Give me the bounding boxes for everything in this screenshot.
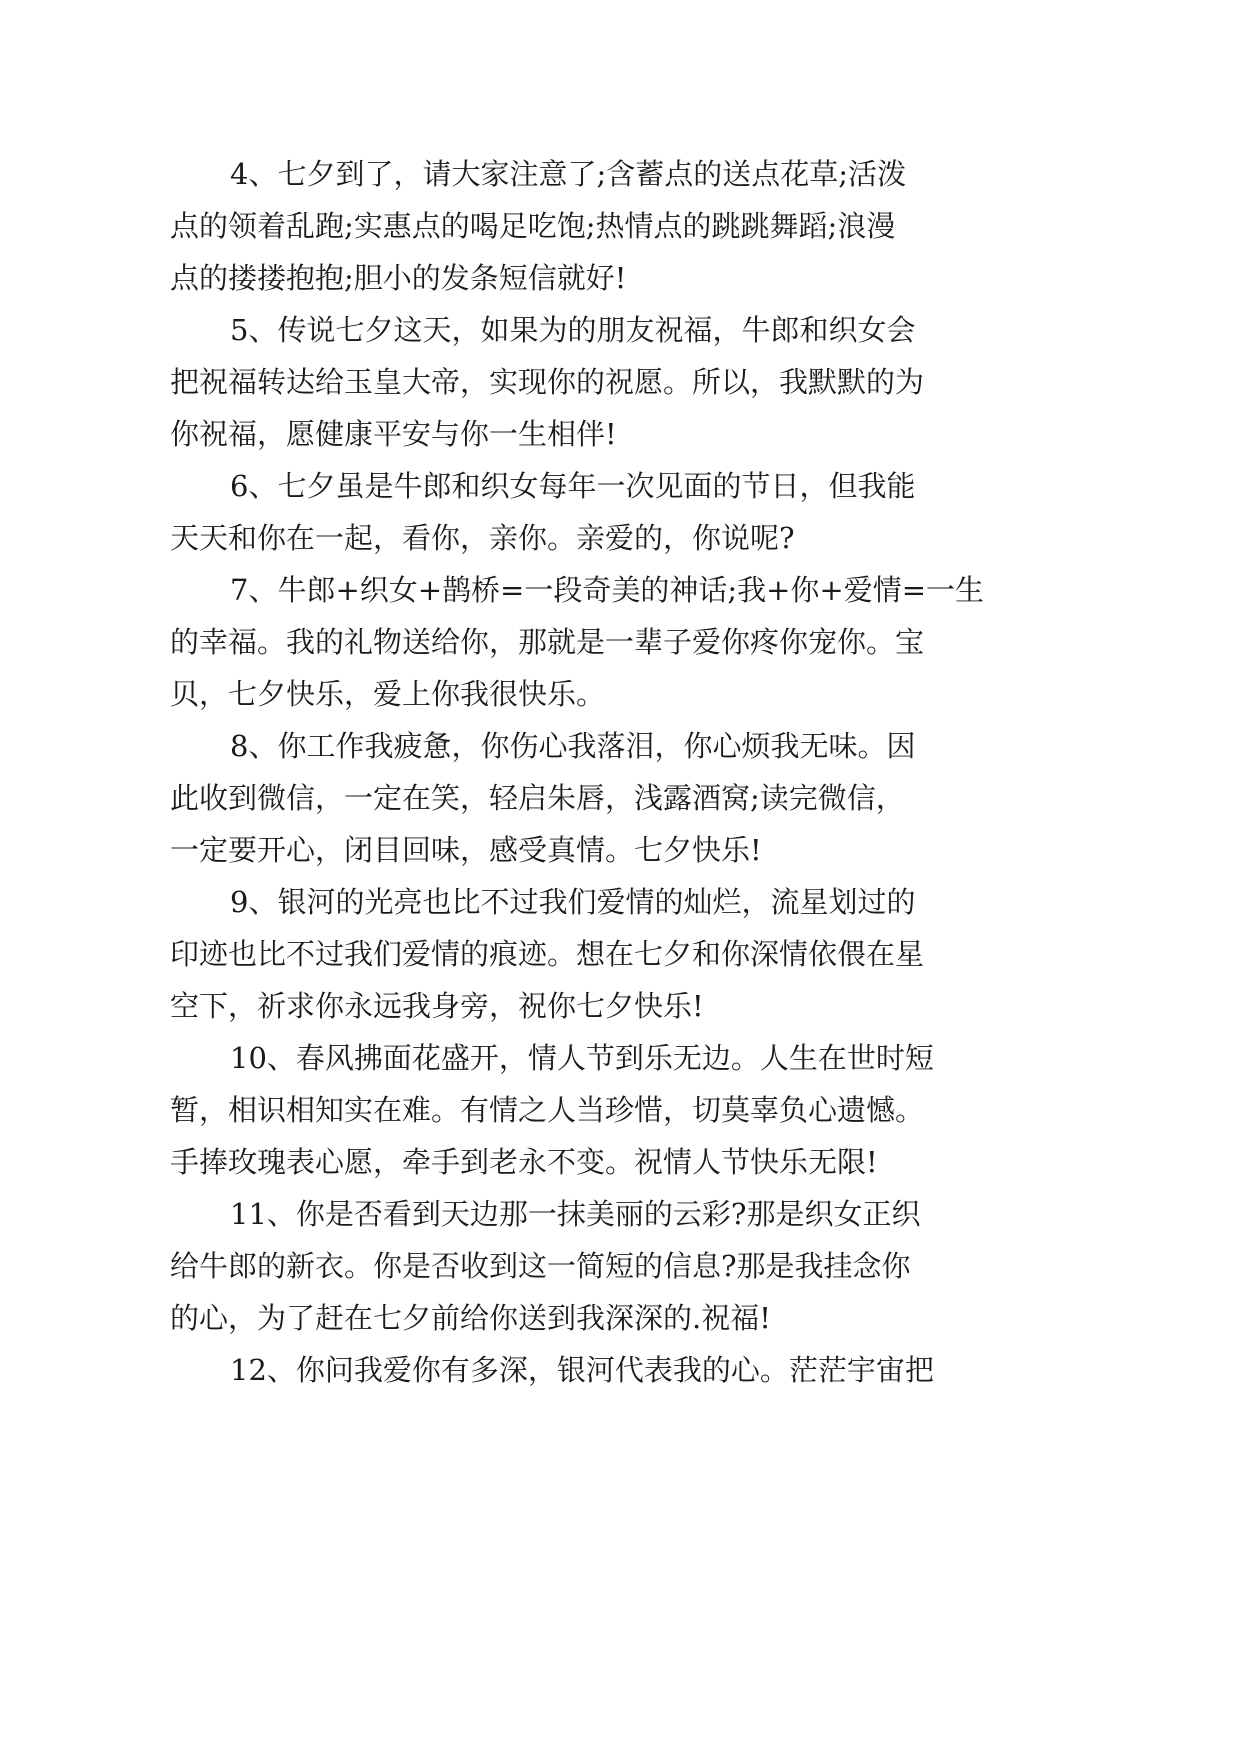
text-line: 7、牛郎+织女+鹊桥=一段奇美的神话;我+你+爱情=一生 xyxy=(230,573,985,607)
text-line: 的心，为了赶在七夕前给你送到我深深的.祝福! xyxy=(170,1301,771,1335)
text-line: 手捧玫瑰表心愿，牵手到老永不变。祝情人节快乐无限! xyxy=(170,1145,878,1179)
text-line: 点的搂搂抱抱;胆小的发条短信就好! xyxy=(170,261,627,295)
text-line: 印迹也比不过我们爱情的痕迹。想在七夕和你深情依偎在星 xyxy=(170,937,925,971)
text-line: 6、七夕虽是牛郎和织女每年一次见面的节日，但我能 xyxy=(230,469,916,503)
text-line: 8、你工作我疲惫，你伤心我落泪，你心烦我无味。因 xyxy=(230,729,916,763)
text-line: 给牛郎的新衣。你是否收到这一简短的信息?那是我挂念你 xyxy=(170,1249,911,1283)
text-line: 10、春风拂面花盛开，情人节到乐无边。人生在世时短 xyxy=(230,1041,934,1075)
text-line: 贝，七夕快乐，爱上你我很快乐。 xyxy=(170,677,606,711)
text-line: 9、银河的光亮也比不过我们爱情的灿烂，流星划过的 xyxy=(230,885,916,919)
text-line: 5、传说七夕这天，如果为的朋友祝福，牛郎和织女会 xyxy=(230,313,916,347)
text-line: 的幸福。我的礼物送给你，那就是一辈子爱你疼你宠你。宝 xyxy=(170,625,925,659)
text-line: 一定要开心，闭目回味，感受真情。七夕快乐! xyxy=(170,833,762,867)
text-line: 把祝福转达给玉皇大帝，实现你的祝愿。所以，我默默的为 xyxy=(170,365,925,399)
text-line: 空下，祈求你永远我身旁，祝你七夕快乐! xyxy=(170,989,704,1023)
text-line: 暂，相识相知实在难。有情之人当珍惜，切莫辜负心遗憾。 xyxy=(170,1093,925,1127)
text-line: 点的领着乱跑;实惠点的喝足吃饱;热情点的跳跳舞蹈;浪漫 xyxy=(170,209,896,243)
text-line: 天天和你在一起，看你，亲你。亲爱的，你说呢? xyxy=(170,521,795,555)
text-line: 你祝福，愿健康平安与你一生相伴! xyxy=(170,417,617,451)
text-line: 此收到微信，一定在笑，轻启朱唇，浅露酒窝;读完微信， xyxy=(170,781,905,815)
text-line: 11、你是否看到天边那一抹美丽的云彩?那是织女正织 xyxy=(230,1197,921,1231)
text-line: 12、你问我爱你有多深，银河代表我的心。茫茫宇宙把 xyxy=(230,1353,934,1387)
text-line: 4、七夕到了，请大家注意了;含蓄点的送点花草;活泼 xyxy=(230,157,906,191)
